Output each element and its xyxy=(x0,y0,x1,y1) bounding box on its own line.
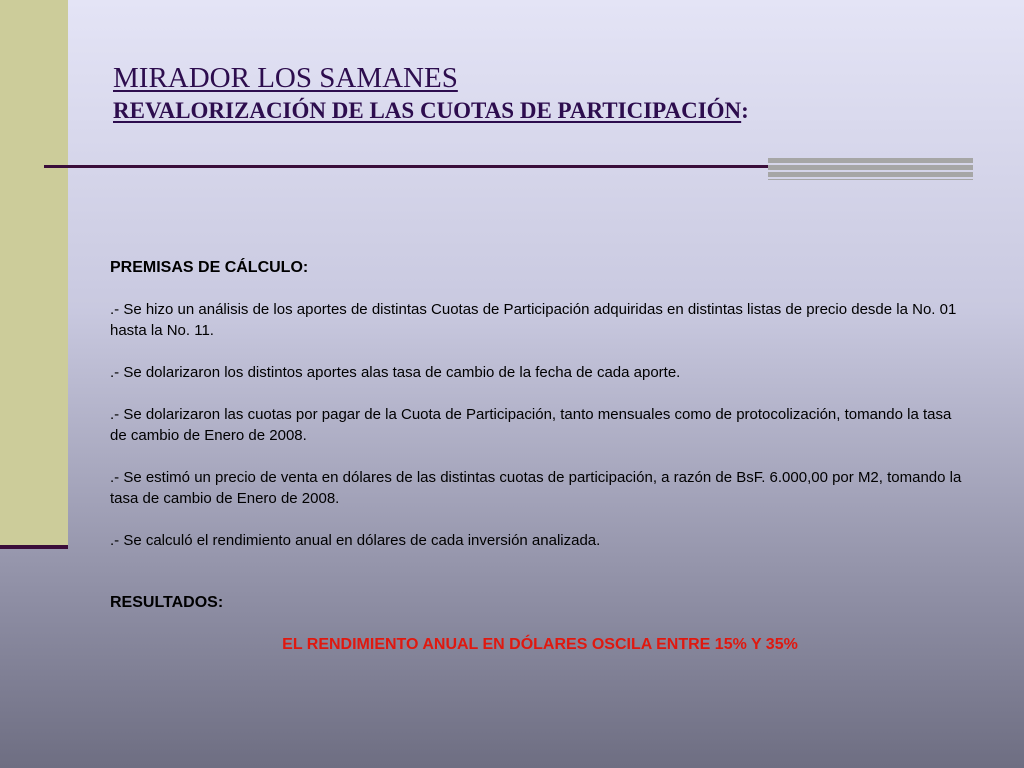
title-block xyxy=(113,62,993,126)
premises-heading: PREMISAS DE CÁLCULO: xyxy=(110,259,309,276)
results-heading: RESULTADOS: xyxy=(110,594,224,611)
decorative-side-bar xyxy=(0,0,68,545)
premise-item: .- Se calculó el rendimiento anual en dólares de cada inversión analizada. xyxy=(110,532,601,549)
content-body xyxy=(110,258,970,613)
premise-item: .- Se dolarizaron las cuotas por pagar de la Cuota de Participación, tanto mensuales como de protocolización, tomando la tasa de cambio de Enero de 2008. xyxy=(110,406,952,444)
page-title: MIRADOR LOS SAMANES xyxy=(113,62,458,94)
subtitle-text: REVALORIZACIÓN DE LAS CUOTAS DE PARTICIPACIÓN xyxy=(113,98,742,123)
divider-accent-stripes xyxy=(768,158,973,180)
results-statement: EL RENDIMIENTO ANUAL EN DÓLARES OSCILA ENTRE 15% Y 35% xyxy=(282,636,798,653)
premise-item: .- Se estimó un precio de venta en dólares de las distintas cuotas de participación, a razón de BsF. 6.000,00 por M2, tomando la tasa de cambio de Enero de 2008. xyxy=(110,469,962,507)
side-bar-underline xyxy=(0,545,68,549)
subtitle-colon: : xyxy=(741,98,749,123)
title-divider xyxy=(44,165,768,168)
premise-item: .- Se hizo un análisis de los aportes de distintas Cuotas de Participación adquiridas en distintas listas de precio desde la No. 01 hasta la No. 11. xyxy=(110,301,957,339)
page-subtitle xyxy=(113,96,993,126)
premise-item: .- Se dolarizaron los distintos aportes alas tasa de cambio de la fecha de cada aporte. xyxy=(110,364,681,381)
